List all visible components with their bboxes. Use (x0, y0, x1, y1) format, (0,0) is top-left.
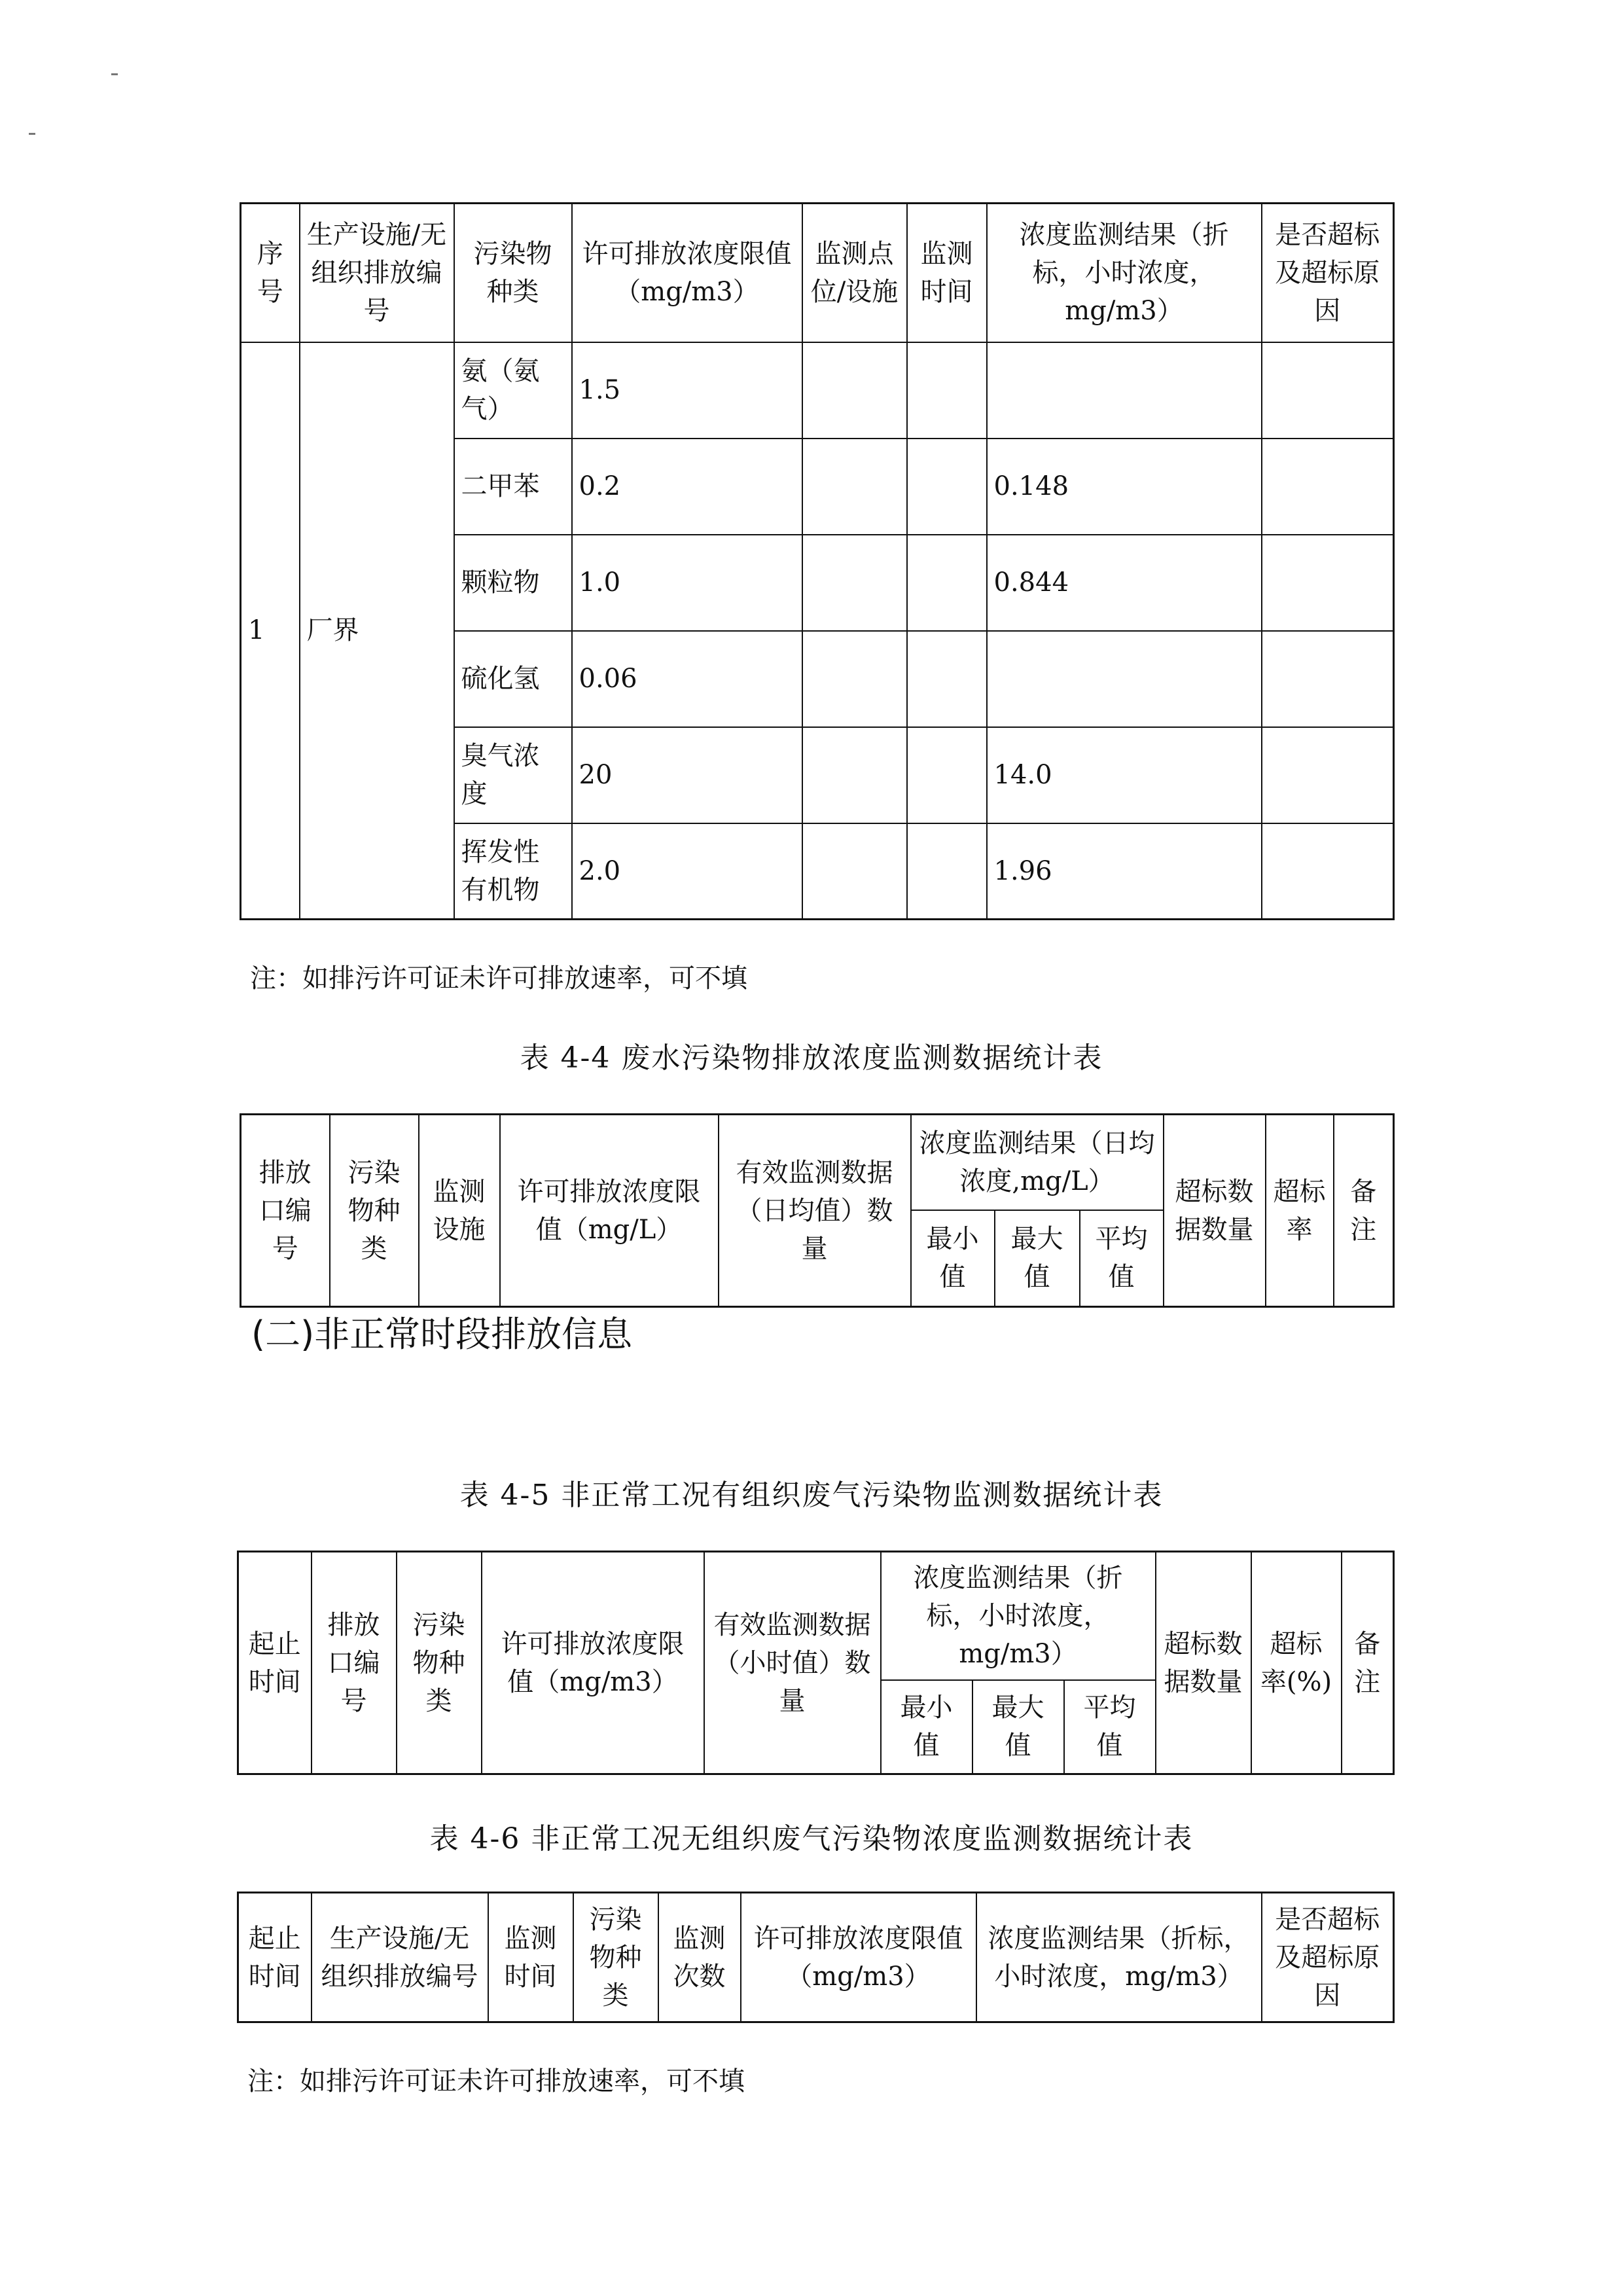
result-cell: 0.844 (987, 535, 1262, 631)
limit-cell: 1.0 (572, 535, 802, 631)
header-valid-count: 有效监测数据（小时值）数量 (704, 1552, 881, 1774)
time-cell (907, 727, 987, 823)
header-limit: 许可排放浓度限值（mg/L） (500, 1115, 719, 1307)
header-result: 浓度监测结果（折标，小时浓度，mg/m3） (976, 1893, 1262, 2022)
note-rate-1: 注：如排污许可证未许可排放速率，可不填 (250, 963, 747, 994)
header-time: 监测时间 (488, 1893, 573, 2022)
exceed-cell (1262, 727, 1394, 823)
result-cell (987, 342, 1262, 439)
header-reason: 是否超标及超标原因 (1262, 1893, 1394, 2022)
point-cell (802, 439, 907, 535)
limit-cell: 0.2 (572, 439, 802, 535)
header-limit: 许可排放浓度限值（mg/m3） (741, 1893, 976, 2022)
header-pollutant: 污染物种类 (454, 204, 572, 342)
table-4-6-caption: 表 4-6 非正常工况无组织废气污染物浓度监测数据统计表 (429, 1822, 1194, 1856)
time-cell (907, 535, 987, 631)
header-times: 监测次数 (658, 1893, 741, 2022)
table-row (241, 342, 1394, 439)
seq-cell: 1 (241, 342, 300, 920)
time-cell (907, 823, 987, 920)
header-time: 监测时间 (907, 204, 987, 342)
table-4-4-wastewater (240, 1113, 1395, 1308)
header-pollutant: 污染物种类 (573, 1893, 658, 2022)
scan-mark (29, 133, 35, 135)
header-result: 浓度监测结果（折标，小时浓度，mg/m3） (987, 204, 1262, 342)
point-cell (802, 535, 907, 631)
header-facility: 监测设施 (419, 1115, 500, 1307)
header-pollutant: 污染物种类 (330, 1115, 419, 1307)
table-4-5-caption: 表 4-5 非正常工况有组织废气污染物监测数据统计表 (459, 1479, 1164, 1512)
exceed-cell (1262, 535, 1394, 631)
header-remark: 备注 (1334, 1115, 1394, 1307)
header-max: 最大值 (972, 1680, 1064, 1774)
table-4-3-unorganized-exhaust (240, 202, 1395, 920)
pollutant-cell: 臭气浓度 (454, 727, 572, 823)
exceed-cell (1262, 342, 1394, 439)
limit-cell: 20 (572, 727, 802, 823)
header-result-group: 浓度监测结果（折标，小时浓度，mg/m3） (881, 1552, 1156, 1680)
header-min: 最小值 (881, 1680, 972, 1774)
header-point: 监测点位/设施 (802, 204, 907, 342)
table-4-4-caption: 表 4-4 废水污染物排放浓度监测数据统计表 (520, 1041, 1103, 1075)
header-valid-count: 有效监测数据（日均值）数量 (719, 1115, 911, 1307)
header-exceed-rate: 超标率(%) (1251, 1552, 1342, 1774)
point-cell (802, 631, 907, 727)
pollutant-cell: 二甲苯 (454, 439, 572, 535)
header-avg: 平均值 (1064, 1680, 1156, 1774)
header-avg: 平均值 (1080, 1210, 1164, 1307)
table-4-6-abnormal-unorganized (237, 1892, 1395, 2023)
header-exceed: 是否超标及超标原因 (1262, 204, 1394, 342)
exceed-cell (1262, 823, 1394, 920)
table-header-row (238, 1552, 1394, 1680)
header-exceed-rate: 超标率 (1266, 1115, 1334, 1307)
header-pollutant: 污染物种类 (397, 1552, 482, 1774)
header-max: 最大值 (995, 1210, 1080, 1307)
header-limit: 许可排放浓度限值（mg/m3） (482, 1552, 704, 1774)
time-cell (907, 439, 987, 535)
facility-cell: 厂界 (300, 342, 454, 920)
point-cell (802, 823, 907, 920)
header-period: 起止时间 (238, 1893, 312, 2022)
pollutant-cell: 氨（氨气） (454, 342, 572, 439)
header-seq: 序号 (241, 204, 300, 342)
time-cell (907, 342, 987, 439)
table-4-5-abnormal-organized (237, 1551, 1395, 1775)
pollutant-cell: 颗粒物 (454, 535, 572, 631)
result-cell: 14.0 (987, 727, 1262, 823)
header-outlet: 排放口编号 (241, 1115, 330, 1307)
point-cell (802, 727, 907, 823)
table-header-row (241, 204, 1394, 342)
header-limit: 许可排放浓度限值（mg/m3） (572, 204, 802, 342)
point-cell (802, 342, 907, 439)
limit-cell: 2.0 (572, 823, 802, 920)
result-cell: 0.148 (987, 439, 1262, 535)
header-exceed-count: 超标数据数量 (1164, 1115, 1266, 1307)
header-min: 最小值 (911, 1210, 995, 1307)
section-title: (二)非正常时段排放信息 (251, 1314, 633, 1355)
pollutant-cell: 挥发性有机物 (454, 823, 572, 920)
table-header-row (238, 1893, 1394, 2022)
header-facility: 生产设施/无组织排放编号 (300, 204, 454, 342)
header-facility: 生产设施/无组织排放编号 (312, 1893, 488, 2022)
header-result-group: 浓度监测结果（日均浓度,mg/L） (911, 1115, 1164, 1210)
result-cell: 1.96 (987, 823, 1262, 920)
exceed-cell (1262, 439, 1394, 535)
result-cell (987, 631, 1262, 727)
pollutant-cell: 硫化氢 (454, 631, 572, 727)
header-exceed-count: 超标数据数量 (1156, 1552, 1251, 1774)
table-header-row (241, 1115, 1394, 1210)
time-cell (907, 631, 987, 727)
header-remark: 备注 (1342, 1552, 1394, 1774)
limit-cell: 1.5 (572, 342, 802, 439)
limit-cell: 0.06 (572, 631, 802, 727)
header-outlet: 排放口编号 (312, 1552, 397, 1774)
exceed-cell (1262, 631, 1394, 727)
scan-mark (111, 73, 118, 75)
note-rate-2: 注：如排污许可证未许可排放速率，可不填 (247, 2066, 745, 2096)
header-period: 起止时间 (238, 1552, 312, 1774)
